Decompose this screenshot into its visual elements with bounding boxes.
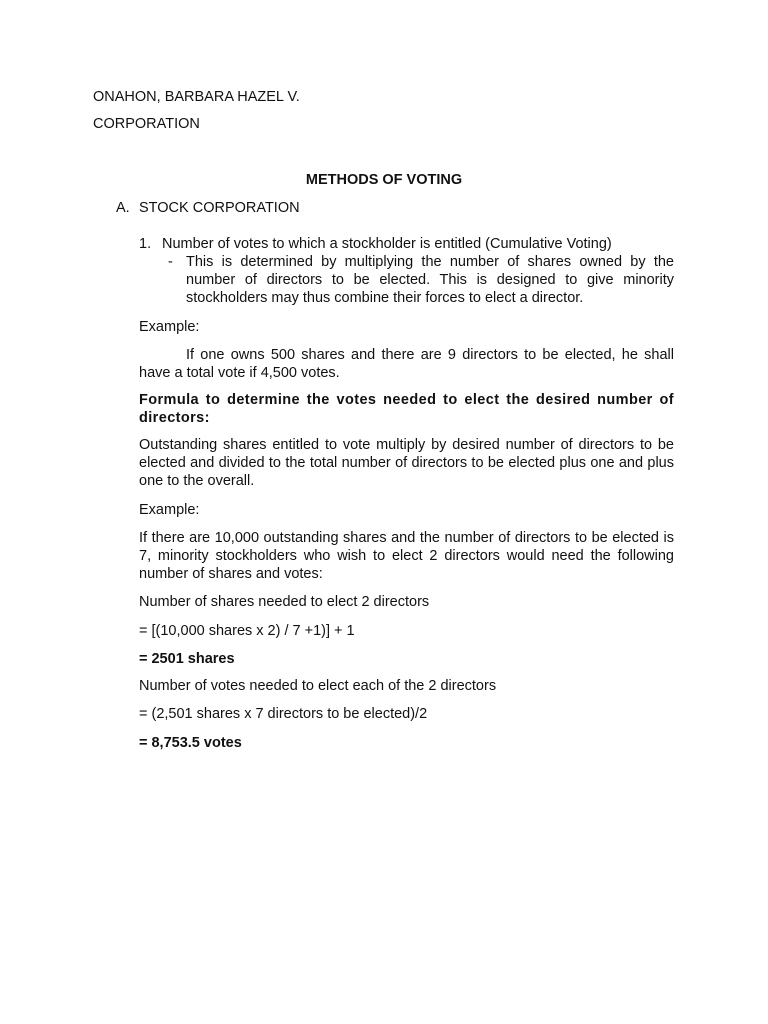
shares-result: = 2501 shares [139, 651, 235, 667]
item-heading: Number of votes to which a stockholder is entitled (Cumulative Voting) [162, 236, 612, 252]
section-heading: STOCK CORPORATION [139, 200, 300, 216]
example-label: Example: [139, 502, 200, 518]
author-name: ONAHON, BARBARA HAZEL V. [93, 89, 300, 105]
votes-label: Number of votes needed to elect each of the 2 directors [139, 678, 497, 694]
shares-formula: = [(10,000 shares x 2) / 7 +1)] + 1 [139, 623, 355, 639]
subject-line: CORPORATION [93, 116, 200, 132]
example-paragraph: If one owns 500 shares and there are 9 directors to be elected, he shall have a total vote if 4,500 votes. [139, 347, 674, 381]
formula-paragraph: Outstanding shares entitled to vote multiply by desired number of directors to be elected and divided to the total number of directors to be elected plus one and plus one to the overall. [139, 437, 674, 489]
shares-label: Number of shares needed to elect 2 directors [139, 594, 430, 610]
bullet-marker: - [168, 254, 173, 270]
bullet-paragraph: This is determined by multiplying the number of shares owned by the number of directors to be elected. This is designed to give minority stockholders may thus combine their forces to elect a director. [186, 254, 674, 306]
votes-formula: = (2,501 shares x 7 directors to be elected)/2 [139, 706, 428, 722]
item-marker: 1. [139, 236, 152, 252]
section-marker: A. [116, 200, 130, 216]
votes-result: = 8,753.5 votes [139, 735, 242, 751]
formula-heading: Formula to determine the votes needed to elect the desired number of directors: [139, 392, 674, 426]
example-paragraph: If there are 10,000 outstanding shares and the number of directors to be elected is 7, minority stockholders who wish to elect 2 directors would need the following number of shares and votes: [139, 530, 674, 582]
page-title: METHODS OF VOTING [305, 172, 463, 188]
example-label: Example: [139, 319, 200, 335]
